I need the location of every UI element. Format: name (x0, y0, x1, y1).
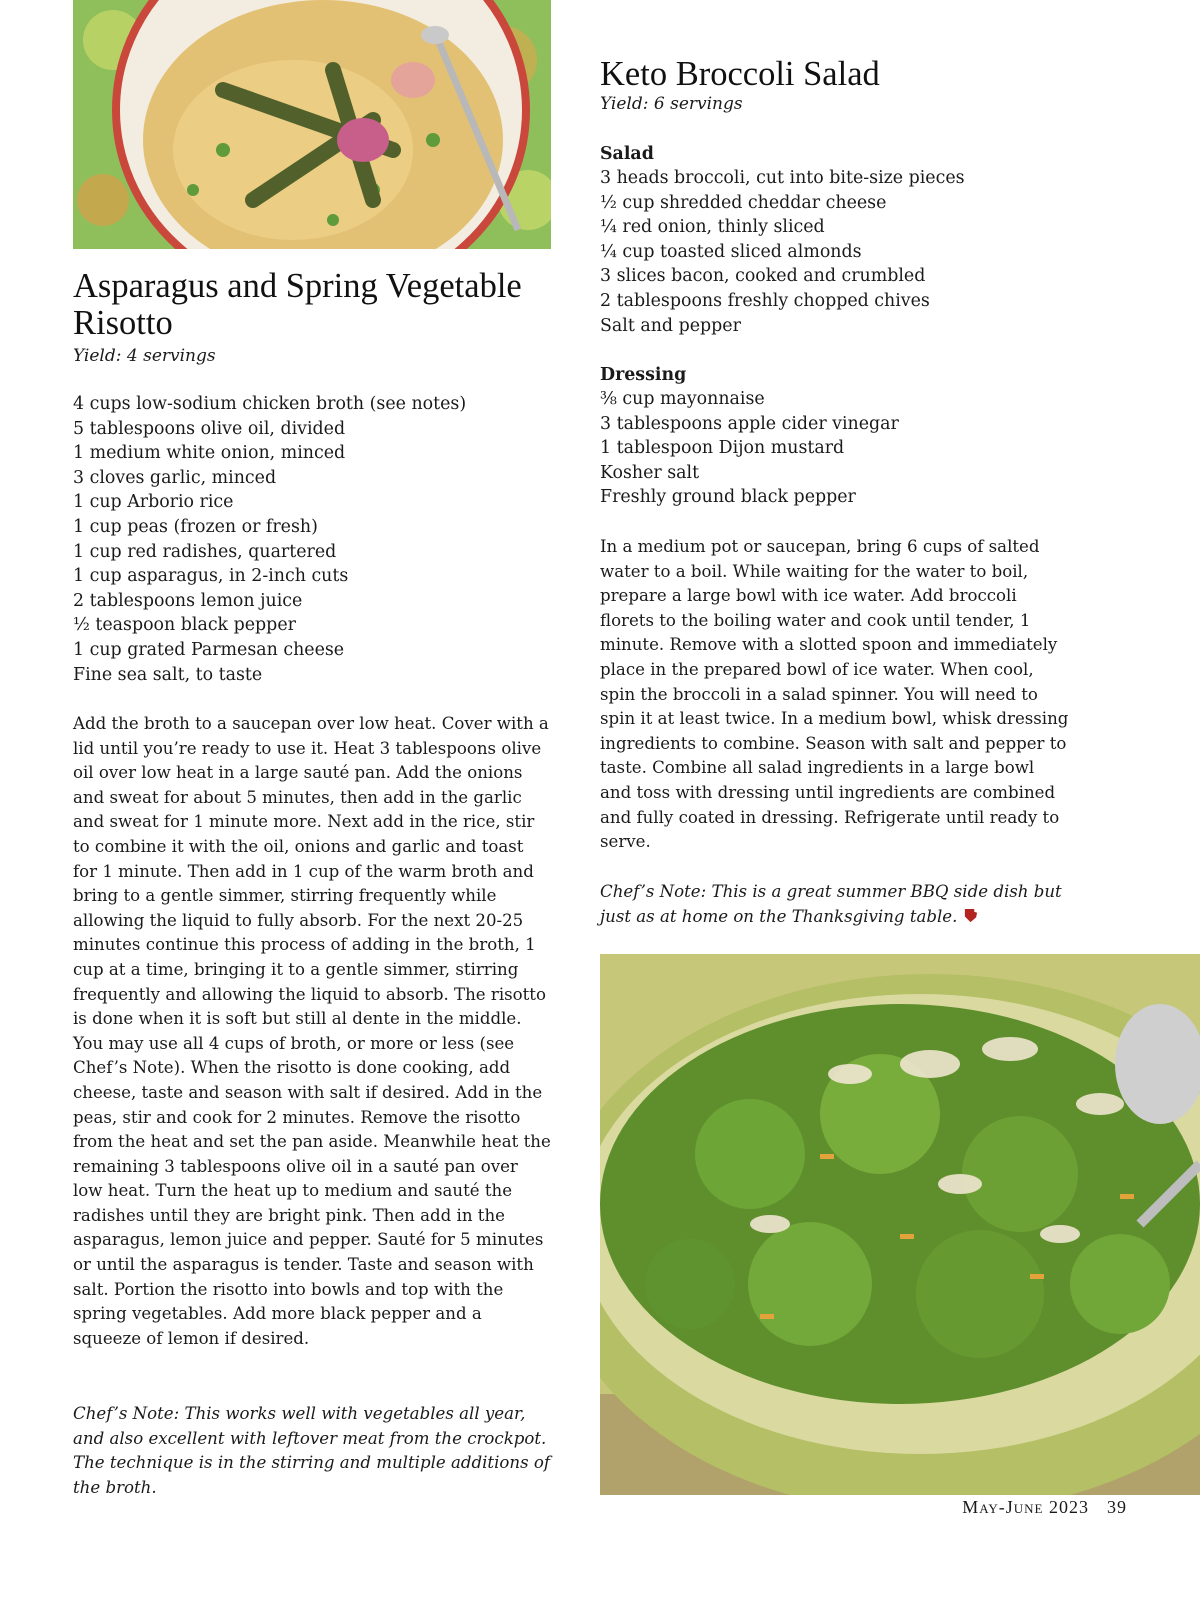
ingredient: 2 tablespoons lemon juice (73, 590, 303, 611)
ohio-heart-icon (963, 906, 978, 921)
risotto-photo (73, 0, 551, 249)
ingredient: 3 tablespoons apple cider vinegar (600, 413, 899, 434)
page-footer (962, 1497, 1127, 1518)
page-number: 39 (1107, 1497, 1127, 1517)
ingredient: ⅜ cup mayonnaise (600, 389, 765, 409)
ingredient: ¼ red onion, thinly sliced (600, 217, 825, 238)
ingredient: 2 tablespoons freshly chopped chives (600, 290, 930, 311)
broccoli-chef-note (600, 880, 1070, 929)
salad-ingredients (600, 166, 965, 338)
risotto-title: Asparagus and Spring Vegetable Risotto (73, 267, 522, 342)
ingredient: 5 tablespoons olive oil, divided (73, 418, 346, 439)
ingredient: 3 cloves garlic, minced (73, 467, 277, 488)
ingredient: Freshly ground black pepper (600, 487, 856, 508)
dressing-heading: Dressing (600, 365, 687, 385)
ingredient: 1 cup Arborio rice (73, 492, 234, 513)
risotto-instructions: Add the broth to a saucepan over low heat. Cover with a lid until you’re ready to use it. Heat 3 tablespoons olive oil over low heat in a large sauté pan. Add the onions and sweat for about 5 minutes, then add in the garlic and sweat for 1 minute more. Next add in the rice, stir to combine it with the oil, onions and garlic and toast for 1 minute. Then add in 1 cup of the warm broth and bring to a gentle simmer, stirring frequently while allowing the liquid to fully absorb. For the next 20-25 minutes continue this process of adding in the broth, 1 cup at a time, bringing it to a gentle simmer, stirring frequently and allowing the liquid to absorb. The risotto is done when it is soft but still al dente in the middle. You may use all 4 cups of broth, or more or less (see Chef’s Note). When the risotto is done cooking, add cheese, taste and season with salt if desired. Add in the peas, stir and cook for 2 minutes. Remove the risotto from the heat and set the pan aside. Meanwhile heat the remaining 3 tablespoons olive oil in a sauté pan over low heat. Turn the heat up to medium and sauté the radishes until they are bright pink. Then add in the asparagus, lemon juice and pepper. Sauté for 5 minutes or until the asparagus is tender. Taste and season with salt. Portion the risotto into bowls and top with the spring vegetables. Add more black pepper and a squeeze of lemon if desired. (73, 714, 551, 1348)
risotto-ingredients (73, 392, 466, 687)
ingredient: 1 tablespoon Dijon mustard (600, 438, 845, 459)
ingredient: 3 heads broccoli, cut into bite-size pieces (600, 168, 965, 188)
ingredient: Kosher salt (600, 462, 700, 483)
ingredient: Salt and pepper (600, 315, 741, 336)
ingredient: 1 cup peas (frozen or fresh) (73, 516, 318, 537)
risotto-yield: Yield: 4 servings (73, 346, 216, 366)
ingredient: ¼ cup toasted sliced almonds (600, 241, 862, 262)
ingredient: 4 cups low-sodium chicken broth (see notes) (73, 394, 467, 414)
ingredient: 1 medium white onion, minced (73, 443, 346, 464)
broccoli-title: Keto Broccoli Salad (600, 55, 880, 93)
broccoli-instructions: In a medium pot or saucepan, bring 6 cups of salted water to a boil. While waiting for the water to boil, prepare a large bowl with ice water. Add broccoli florets to the boiling water and cook until tender, 1 minute. Remove with a slotted spoon and immediately place in the prepared bowl of ice water. When cool, spin the broccoli in a salad spinner. You will need to spin it at least twice. In a medium bowl, whisk dressing ingredients to combine. Season with salt and pepper to taste. Combine all salad ingredients in a large bowl and toss with dressing until ingredients are combined and fully coated in dressing. Refrigerate until ready to serve. (600, 537, 1069, 852)
ingredient: 1 cup red radishes, quartered (73, 541, 337, 562)
salad-heading: Salad (600, 144, 654, 164)
ingredient: 3 slices bacon, cooked and crumbled (600, 266, 926, 287)
ingredient: Fine sea salt, to taste (73, 664, 263, 685)
dressing-ingredients (600, 387, 899, 510)
ingredient: 1 cup asparagus, in 2-inch cuts (73, 566, 349, 587)
risotto-chef-note: Chef’s Note: This works well with vegetables all year, and also excellent with leftover meat from the crockpot. The technique is in the stirring and multiple additions of the broth. (73, 1404, 551, 1497)
broccoli-yield: Yield: 6 servings (600, 94, 743, 114)
ingredient: ½ teaspoon black pepper (73, 615, 296, 636)
broccoli-chef-note-text: Chef’s Note: This is a great summer BBQ side dish but just as at home on the Thanksgiving table. (600, 882, 1062, 926)
ingredient: 1 cup grated Parmesan cheese (73, 639, 345, 660)
issue-label: May-June 2023 (962, 1497, 1089, 1517)
broccoli-photo (600, 954, 1200, 1495)
ingredient: ½ cup shredded cheddar cheese (600, 192, 887, 213)
